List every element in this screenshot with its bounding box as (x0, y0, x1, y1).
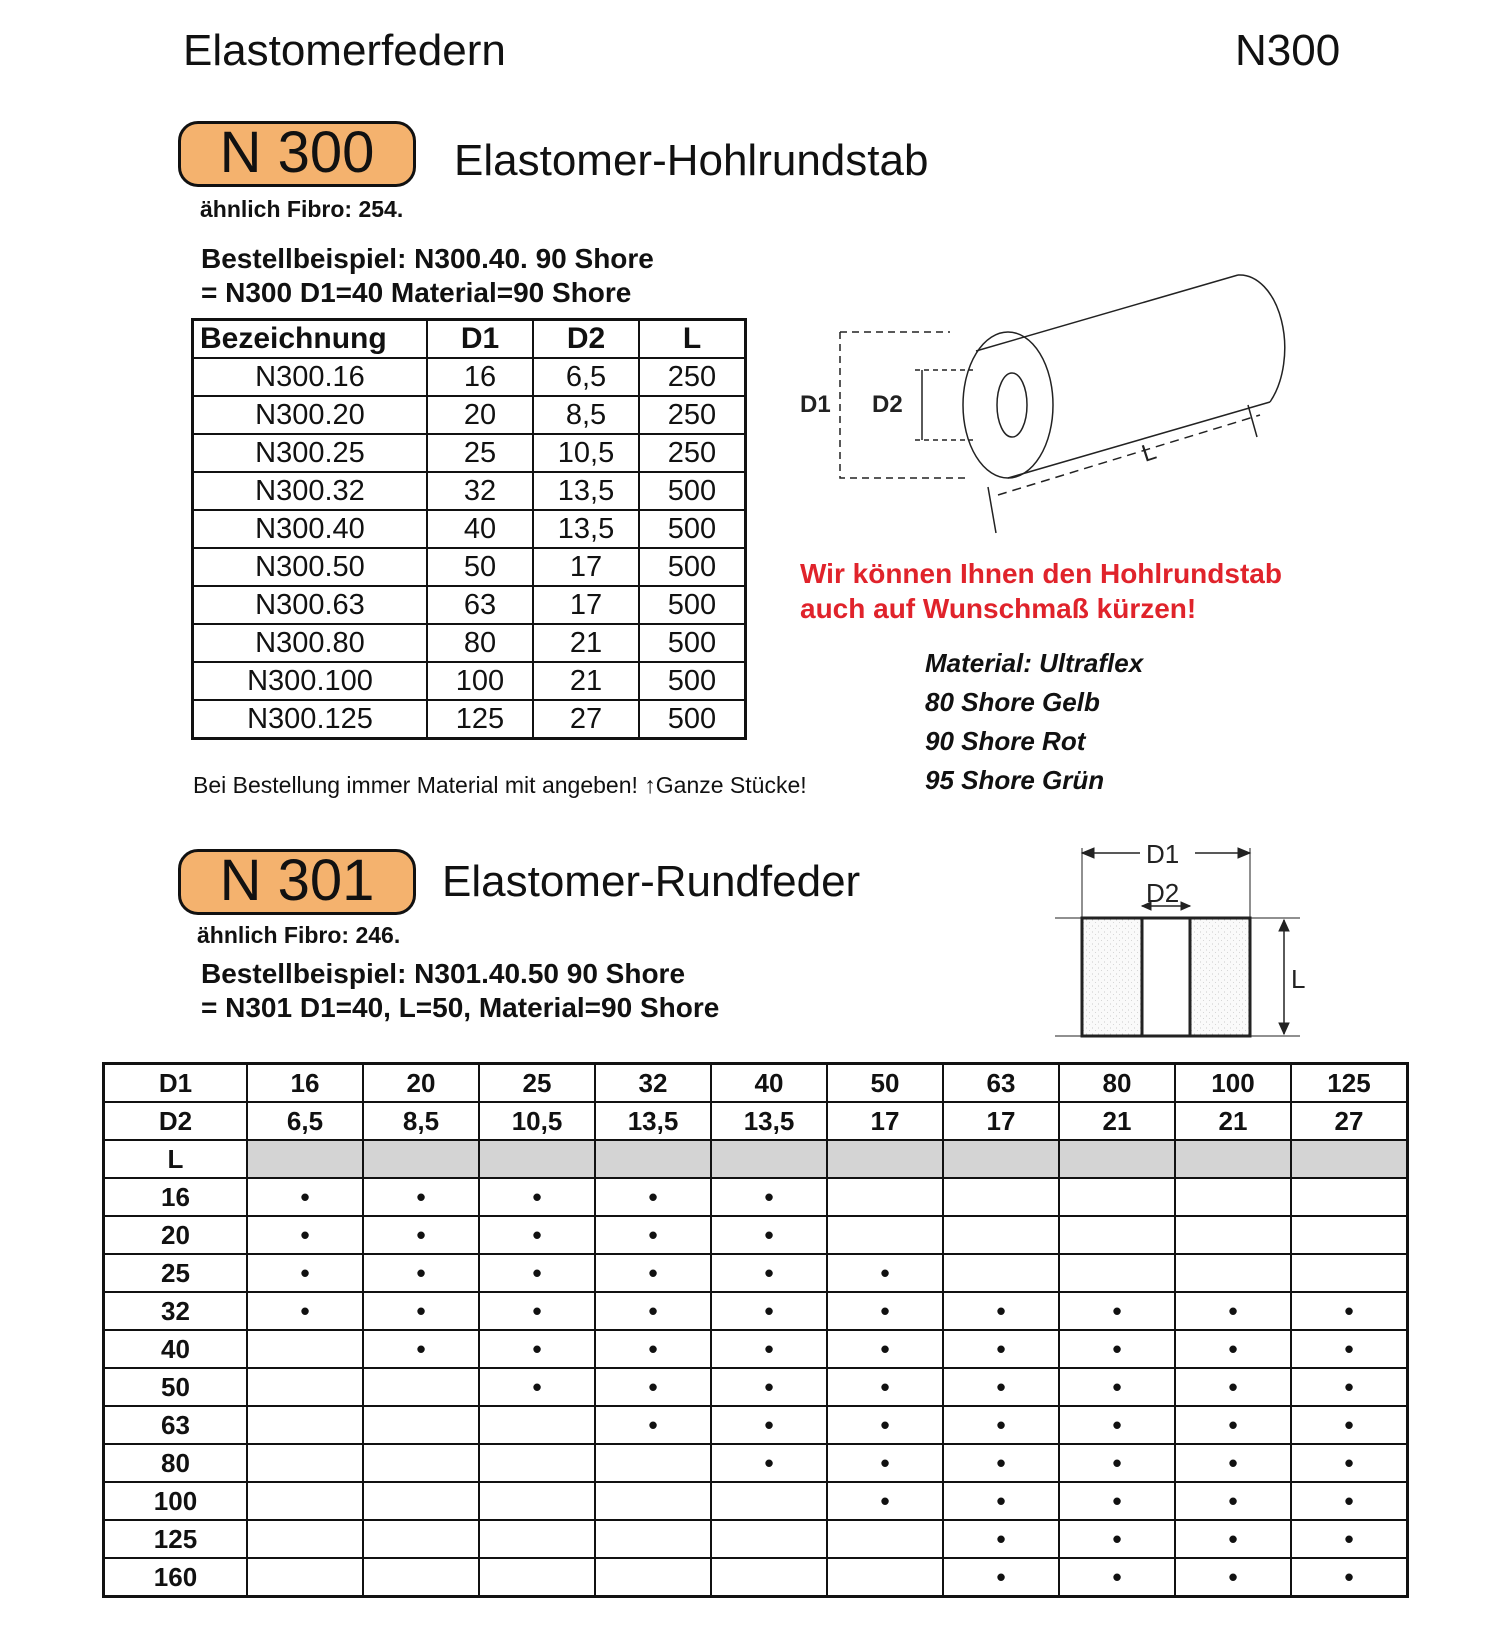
n300-badge: N 300 (178, 121, 416, 187)
table-row (104, 1216, 1408, 1254)
cell-d1: 40 (427, 510, 533, 548)
table-row (193, 548, 746, 586)
cell-l: 500 (639, 624, 746, 662)
empty-cell (247, 1368, 363, 1406)
cell-d2: 27 (533, 700, 639, 739)
product-code: N300 (1235, 26, 1341, 75)
availability-dot: • (943, 1558, 1059, 1597)
availability-dot: • (943, 1444, 1059, 1482)
availability-dot: • (1175, 1520, 1291, 1558)
availability-dot: • (1059, 1558, 1175, 1597)
material-line: 95 Shore Grün (925, 765, 1105, 795)
availability-dot: • (711, 1368, 827, 1406)
availability-dot: • (943, 1292, 1059, 1330)
availability-dot: • (479, 1368, 595, 1406)
availability-dot: • (1291, 1368, 1408, 1406)
empty-cell (1175, 1216, 1291, 1254)
n300-table (191, 318, 747, 740)
d1-value: 100 (1175, 1064, 1291, 1103)
availability-dot: • (479, 1292, 595, 1330)
length-value: 32 (104, 1292, 248, 1330)
availability-dot: • (247, 1178, 363, 1216)
availability-dot: • (1175, 1330, 1291, 1368)
d2-value: 21 (1175, 1102, 1291, 1140)
col-header-bezeichnung: Bezeichnung (193, 320, 428, 359)
cell-l: 500 (639, 700, 746, 739)
d1-label: D1 (104, 1064, 248, 1103)
table-row (104, 1520, 1408, 1558)
availability-dot: • (247, 1216, 363, 1254)
col-header-d2: D2 (533, 320, 639, 359)
cell-d2: 13,5 (533, 510, 639, 548)
empty-cell (827, 1558, 943, 1597)
n301-example-line2: = N301 D1=40, L=50, Material=90 Shore (201, 992, 720, 1023)
cell-d1: 80 (427, 624, 533, 662)
availability-dot: • (1059, 1368, 1175, 1406)
availability-dot: • (247, 1254, 363, 1292)
d1-value: 16 (247, 1064, 363, 1103)
availability-dot: • (1059, 1520, 1175, 1558)
availability-dot: • (247, 1292, 363, 1330)
order-note: Bei Bestellung immer Material mit angeben! ↑Ganze Stücke! (193, 772, 807, 798)
empty-cell (711, 1482, 827, 1520)
availability-dot: • (363, 1216, 479, 1254)
availability-dot: • (711, 1292, 827, 1330)
empty-cell (247, 1520, 363, 1558)
cell-bezeichnung: N300.50 (193, 548, 428, 586)
length-value: 63 (104, 1406, 248, 1444)
n300-title: Elastomer-Hohlrundstab (454, 136, 929, 185)
availability-dot: • (363, 1254, 479, 1292)
availability-dot: • (1175, 1368, 1291, 1406)
empty-cell (479, 1558, 595, 1597)
d1-value: 125 (1291, 1064, 1408, 1103)
cell-d1: 63 (427, 586, 533, 624)
cell-bezeichnung: N300.80 (193, 624, 428, 662)
cell-d2: 17 (533, 548, 639, 586)
availability-dot: • (1291, 1558, 1408, 1597)
d1-value: 32 (595, 1064, 711, 1103)
empty-cell (595, 1482, 711, 1520)
cell-d1: 32 (427, 472, 533, 510)
availability-dot: • (1059, 1330, 1175, 1368)
cell-bezeichnung: N300.63 (193, 586, 428, 624)
cut-notice-line2: auch auf Wunschmaß kürzen! (800, 593, 1197, 624)
empty-cell (1291, 1216, 1408, 1254)
availability-dot: • (711, 1406, 827, 1444)
cut-notice-line1: Wir können Ihnen den Hohlrundstab (800, 558, 1282, 589)
availability-dot: • (943, 1368, 1059, 1406)
cell-l: 500 (639, 510, 746, 548)
availability-dot: • (1059, 1444, 1175, 1482)
cell-l: 250 (639, 358, 746, 396)
cell-bezeichnung: N300.20 (193, 396, 428, 434)
d2-value: 17 (827, 1102, 943, 1140)
empty-cell (479, 1406, 595, 1444)
empty-cell (363, 1482, 479, 1520)
empty-cell (479, 1520, 595, 1558)
l-header-row (104, 1140, 1408, 1178)
l-header-fill (827, 1140, 943, 1178)
n301-title: Elastomer-Rundfeder (442, 857, 861, 906)
empty-cell (1175, 1178, 1291, 1216)
col-header-d1: D1 (427, 320, 533, 359)
empty-cell (247, 1482, 363, 1520)
table-row (104, 1368, 1408, 1406)
length-value: 160 (104, 1558, 248, 1597)
empty-cell (1291, 1178, 1408, 1216)
availability-dot: • (1291, 1406, 1408, 1444)
cell-l: 250 (639, 434, 746, 472)
length-value: 40 (104, 1330, 248, 1368)
empty-cell (363, 1558, 479, 1597)
length-value: 20 (104, 1216, 248, 1254)
empty-cell (711, 1558, 827, 1597)
n300-similar: ähnlich Fibro: 254. (200, 196, 404, 222)
cell-d1: 25 (427, 434, 533, 472)
n301-similar: ähnlich Fibro: 246. (197, 922, 401, 948)
l-header-fill (1291, 1140, 1408, 1178)
n300-example-line2: = N300 D1=40 Material=90 Shore (201, 277, 632, 308)
cell-d1: 16 (427, 358, 533, 396)
d2-value: 17 (943, 1102, 1059, 1140)
hollow-rod-diagram (790, 265, 1310, 550)
availability-dot: • (1175, 1482, 1291, 1520)
availability-dot: • (595, 1368, 711, 1406)
cell-bezeichnung: N300.100 (193, 662, 428, 700)
d1-value: 63 (943, 1064, 1059, 1103)
diagram-l-label: L (1291, 964, 1306, 994)
empty-cell (247, 1406, 363, 1444)
d2-value: 21 (1059, 1102, 1175, 1140)
availability-dot: • (1175, 1292, 1291, 1330)
cell-d2: 8,5 (533, 396, 639, 434)
availability-dot: • (1175, 1444, 1291, 1482)
empty-cell (247, 1444, 363, 1482)
availability-dot: • (1059, 1292, 1175, 1330)
cell-d2: 21 (533, 662, 639, 700)
table-row (104, 1482, 1408, 1520)
length-value: 25 (104, 1254, 248, 1292)
table-row (104, 1558, 1408, 1597)
d2-value: 6,5 (247, 1102, 363, 1140)
availability-dot: • (1175, 1406, 1291, 1444)
page-title: Elastomerfedern (183, 26, 506, 75)
l-header-fill (247, 1140, 363, 1178)
availability-dot: • (595, 1254, 711, 1292)
availability-dot: • (1175, 1558, 1291, 1597)
availability-dot: • (827, 1292, 943, 1330)
cell-d1: 100 (427, 662, 533, 700)
l-header-fill (1059, 1140, 1175, 1178)
empty-cell (363, 1520, 479, 1558)
empty-cell (479, 1444, 595, 1482)
material-line: 90 Shore Rot (925, 726, 1086, 756)
cell-l: 250 (639, 396, 746, 434)
n300-example-line1: Bestellbeispiel: N300.40. 90 Shore (201, 243, 654, 274)
availability-dot: • (363, 1178, 479, 1216)
l-header-fill (479, 1140, 595, 1178)
d1-row (104, 1064, 1408, 1103)
l-label: L (104, 1140, 248, 1178)
availability-dot: • (711, 1178, 827, 1216)
empty-cell (247, 1558, 363, 1597)
empty-cell (479, 1482, 595, 1520)
availability-dot: • (827, 1406, 943, 1444)
table-row (193, 434, 746, 472)
empty-cell (827, 1520, 943, 1558)
cell-d2: 10,5 (533, 434, 639, 472)
availability-dot: • (479, 1216, 595, 1254)
availability-dot: • (827, 1482, 943, 1520)
table-row (104, 1406, 1408, 1444)
cell-bezeichnung: N300.25 (193, 434, 428, 472)
material-info (925, 644, 1143, 800)
cell-bezeichnung: N300.40 (193, 510, 428, 548)
availability-dot: • (943, 1330, 1059, 1368)
empty-cell (943, 1178, 1059, 1216)
cell-bezeichnung: N300.125 (193, 700, 428, 739)
length-value: 16 (104, 1178, 248, 1216)
d1-value: 50 (827, 1064, 943, 1103)
empty-cell (1059, 1254, 1175, 1292)
d2-value: 13,5 (595, 1102, 711, 1140)
cell-d1: 125 (427, 700, 533, 739)
n301-example-line1: Bestellbeispiel: N301.40.50 90 Shore (201, 958, 686, 989)
empty-cell (711, 1520, 827, 1558)
diagram-d2-label: D2 (872, 391, 903, 418)
d2-row (104, 1102, 1408, 1140)
round-spring-diagram (1055, 828, 1315, 1043)
cell-bezeichnung: N300.16 (193, 358, 428, 396)
table-row (193, 624, 746, 662)
availability-dot: • (363, 1292, 479, 1330)
availability-dot: • (827, 1444, 943, 1482)
cut-notice (800, 556, 1282, 626)
empty-cell (1059, 1178, 1175, 1216)
availability-dot: • (1291, 1330, 1408, 1368)
availability-dot: • (595, 1292, 711, 1330)
d2-value: 8,5 (363, 1102, 479, 1140)
table-row (104, 1178, 1408, 1216)
empty-cell (363, 1368, 479, 1406)
empty-cell (595, 1444, 711, 1482)
empty-cell (363, 1444, 479, 1482)
availability-dot: • (711, 1330, 827, 1368)
n300-table-header (193, 320, 746, 359)
diagram-d2-label: D2 (1146, 878, 1180, 908)
n301-badge: N 301 (178, 849, 416, 915)
empty-cell (595, 1558, 711, 1597)
table-row (193, 700, 746, 739)
d1-value: 25 (479, 1064, 595, 1103)
availability-dot: • (363, 1330, 479, 1368)
table-row (104, 1292, 1408, 1330)
cell-l: 500 (639, 662, 746, 700)
availability-dot: • (711, 1444, 827, 1482)
n301-table (102, 1062, 1409, 1598)
cell-bezeichnung: N300.32 (193, 472, 428, 510)
availability-dot: • (943, 1406, 1059, 1444)
availability-dot: • (827, 1254, 943, 1292)
availability-dot: • (1291, 1520, 1408, 1558)
empty-cell (943, 1254, 1059, 1292)
availability-dot: • (595, 1216, 711, 1254)
availability-dot: • (827, 1368, 943, 1406)
table-row (193, 510, 746, 548)
empty-cell (943, 1216, 1059, 1254)
availability-dot: • (595, 1330, 711, 1368)
availability-dot: • (595, 1406, 711, 1444)
length-value: 50 (104, 1368, 248, 1406)
cell-d2: 13,5 (533, 472, 639, 510)
availability-dot: • (711, 1254, 827, 1292)
cell-l: 500 (639, 472, 746, 510)
availability-dot: • (595, 1178, 711, 1216)
d2-value: 10,5 (479, 1102, 595, 1140)
cell-l: 500 (639, 586, 746, 624)
availability-dot: • (479, 1178, 595, 1216)
empty-cell (827, 1178, 943, 1216)
empty-cell (363, 1406, 479, 1444)
cell-d2: 6,5 (533, 358, 639, 396)
length-value: 80 (104, 1444, 248, 1482)
availability-dot: • (1291, 1444, 1408, 1482)
availability-dot: • (1059, 1482, 1175, 1520)
availability-dot: • (827, 1330, 943, 1368)
material-line: 80 Shore Gelb (925, 687, 1100, 717)
cell-d1: 50 (427, 548, 533, 586)
length-value: 125 (104, 1520, 248, 1558)
empty-cell (1291, 1254, 1408, 1292)
table-row (193, 396, 746, 434)
col-header-l: L (639, 320, 746, 359)
availability-dot: • (479, 1330, 595, 1368)
availability-dot: • (479, 1254, 595, 1292)
table-row (104, 1254, 1408, 1292)
empty-cell (595, 1520, 711, 1558)
d2-label: D2 (104, 1102, 248, 1140)
availability-dot: • (1059, 1406, 1175, 1444)
d1-value: 20 (363, 1064, 479, 1103)
table-row (104, 1444, 1408, 1482)
cell-d1: 20 (427, 396, 533, 434)
empty-cell (247, 1330, 363, 1368)
table-row (193, 472, 746, 510)
cell-d2: 21 (533, 624, 639, 662)
l-header-fill (595, 1140, 711, 1178)
length-value: 100 (104, 1482, 248, 1520)
d1-value: 80 (1059, 1064, 1175, 1103)
empty-cell (1175, 1254, 1291, 1292)
d2-value: 27 (1291, 1102, 1408, 1140)
l-header-fill (711, 1140, 827, 1178)
d1-value: 40 (711, 1064, 827, 1103)
diagram-d1-label: D1 (800, 391, 831, 418)
availability-dot: • (1291, 1292, 1408, 1330)
empty-cell (827, 1216, 943, 1254)
table-row (193, 662, 746, 700)
table-row (193, 586, 746, 624)
material-line: Material: Ultraflex (925, 648, 1144, 678)
l-header-fill (363, 1140, 479, 1178)
availability-dot: • (1291, 1482, 1408, 1520)
diagram-l-label: L (1138, 437, 1160, 468)
availability-dot: • (943, 1482, 1059, 1520)
l-header-fill (943, 1140, 1059, 1178)
d2-value: 13,5 (711, 1102, 827, 1140)
empty-cell (1059, 1216, 1175, 1254)
table-row (104, 1330, 1408, 1368)
cell-l: 500 (639, 548, 746, 586)
diagram-d1-label: D1 (1146, 839, 1180, 869)
availability-dot: • (943, 1520, 1059, 1558)
availability-dot: • (711, 1216, 827, 1254)
table-row (193, 358, 746, 396)
cell-d2: 17 (533, 586, 639, 624)
l-header-fill (1175, 1140, 1291, 1178)
